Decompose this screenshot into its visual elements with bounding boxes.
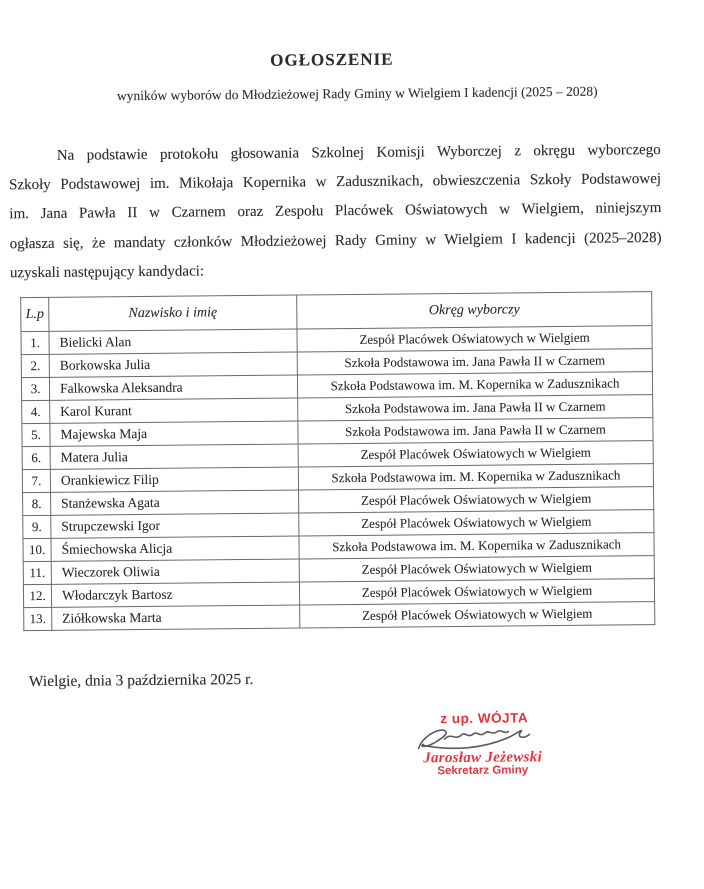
district: Zespół Placówek Oświatowych w Wielgiem <box>300 602 655 628</box>
signer-title: Sekretarz Gminy <box>437 764 529 778</box>
place-and-date: Wielgie, dnia 3 października 2025 r. <box>28 670 254 691</box>
row-number: 6. <box>22 446 50 469</box>
body-paragraph <box>9 136 662 288</box>
results-table <box>20 291 655 631</box>
body-line: uzyskali następujący kandydaci: <box>9 263 205 282</box>
district: Zespół Placówek Oświatowych w Wielgiem <box>299 579 654 605</box>
district: Szkoła Podstawowa im. Jana Pawła II w Czarnem <box>298 395 653 421</box>
row-number: 9. <box>23 515 51 538</box>
header-district: Okręg wyborczy <box>297 292 652 329</box>
candidate-name: Majewska Maja <box>50 421 298 446</box>
row-number: 11. <box>23 561 51 584</box>
body-line: Szkoły Podstawowej im. Mikołaja Kopernika w Zadusznikach, obwieszczenia Szkoły Podstawowej <box>9 171 662 194</box>
district: Szkoła Podstawowa im. Jana Pawła II w Czarnem <box>298 418 653 444</box>
district: Szkoła Podstawowa im. M. Kopernika w Zadusznikach <box>298 464 653 490</box>
body-line: ogłasza się, że mandaty członków Młodzieżowej Rady Gminy w Wielgiem I kadencji (2025–2028) <box>9 229 662 252</box>
row-number: 8. <box>23 492 51 515</box>
row-number: 12. <box>23 584 51 607</box>
signature-stamp <box>362 710 602 778</box>
district: Zespół Placówek Oświatowych w Wielgiem <box>297 326 652 352</box>
candidate-name: Karol Kurant <box>50 398 298 423</box>
candidate-name: Bielicki Alan <box>49 329 297 354</box>
header-lp: L.p <box>21 297 49 331</box>
district: Zespół Placówek Oświatowych w Wielgiem <box>298 441 653 467</box>
district: Szkoła Podstawowa im. M. Kopernika w Zadusznikach <box>297 372 652 398</box>
district: Szkoła Podstawowa im. Jana Pawła II w Czarnem <box>297 349 652 375</box>
header-name: Nazwisko i imię <box>49 295 297 331</box>
candidate-name: Strupczewski Igor <box>51 513 299 538</box>
district: Zespół Placówek Oświatowych w Wielgiem <box>299 510 654 536</box>
row-number: 4. <box>22 400 50 423</box>
row-number: 5. <box>22 423 50 446</box>
candidate-name: Wieczorek Oliwia <box>51 559 299 584</box>
table-row <box>24 602 655 631</box>
row-number: 10. <box>23 538 51 561</box>
row-number: 2. <box>21 354 49 377</box>
signer-name: Jarosław Jeżewski <box>423 749 543 767</box>
row-number: 3. <box>21 377 49 400</box>
candidate-name: Stanżewska Agata <box>51 490 299 515</box>
candidate-name: Matera Julia <box>50 444 298 469</box>
district: Szkoła Podstawowa im. M. Kopernika w Zadusznikach <box>299 533 654 559</box>
body-line: Na podstawie protokołu głosowania Szkolnej Komisji Wyborczej z okręgu wyborczego <box>56 142 661 164</box>
row-number: 7. <box>22 469 50 492</box>
candidate-name: Borkowska Julia <box>49 352 297 377</box>
body-line: im. Jana Pawła II w Czarnem oraz Zespołu Placówek Oświatowych w Wielgiem, niniejszym <box>9 200 662 223</box>
row-number: 13. <box>24 607 52 630</box>
district: Zespół Placówek Oświatowych w Wielgiem <box>299 487 654 513</box>
candidate-name: Ziółkowska Marta <box>52 605 300 630</box>
document-title: OGŁOSZENIE <box>270 49 394 70</box>
candidate-name: Śmiechowska Alicja <box>51 536 299 561</box>
district: Zespół Placówek Oświatowych w Wielgiem <box>299 556 654 582</box>
stamp-authority-line: z up. WÓJTA <box>440 710 529 727</box>
candidate-name: Orankiewicz Filip <box>50 467 298 492</box>
row-number: 1. <box>21 331 49 354</box>
candidate-name: Falkowska Aleksandra <box>49 375 297 400</box>
candidate-name: Włodarczyk Bartosz <box>51 582 299 607</box>
document-subtitle: wyników wyborów do Młodzieżowej Rady Gminy w Wielgiem I kadencji (2025 – 2028) <box>116 83 598 104</box>
